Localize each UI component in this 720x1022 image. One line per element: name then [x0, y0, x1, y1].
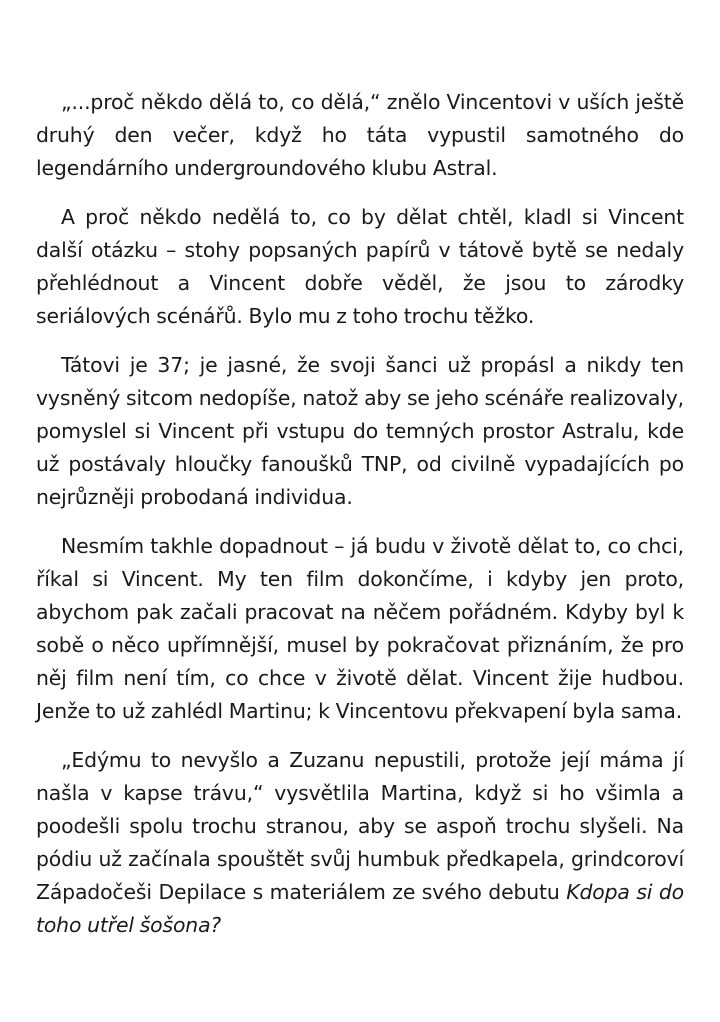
- paragraph-3: Tátovi je 37; je jasné, že svoji šanci už propásl a nikdy ten vysněný sitcom nedopíše, natož aby se jeho scénáře realizovaly, pomyslel si Vincent při vstupu do temných prostor Astralu, kde už postávaly hloučky fanoušků TNP, od civilně vypadajících po nejrůzněji probodaná individua.: [36, 353, 685, 509]
- paragraph-5: [36, 744, 684, 942]
- paragraph-5-text: „Edýmu to nevyšlo a Zuzanu nepustili, protože její máma jí našla v kapse trávu,“ vysvětlila Martina, když si ho všimla a poodešli spolu trochu stranou, aby se aspoň trochu slyšeli. Na pódiu už začínala spouštět svůj humbuk předkapela, grindcoroví Západočeši Depilace s materiálem ze svého debutu: [36, 748, 684, 904]
- document-page: [36, 86, 684, 942]
- paragraph-2: A proč někdo nedělá to, co by dělat chtěl, kladl si Vincent další otázku – stohy popsaných papírů v tátově bytě se nedaly přehlédnout a Vincent dobře věděl, že jsou to zárodky seriálových scénářů. Bylo mu z toho trochu těžko.: [36, 205, 684, 328]
- paragraph-4: Nesmím takhle dopadnout – já budu v životě dělat to, co chci, říkal si Vincent. My ten film dokončíme, i kdyby jen proto, abychom pak začali pracovat na něčem pořádném. Kdyby byl k sobě o něco upřímnější, musel by pokračovat přiznáním, že pro něj film není tím, co chce v životě dělat. Vincent žije hudbou. Jenže to už zahlédl Martinu; k Vincentovu překvapení byla sama.: [36, 534, 684, 723]
- paragraph-1: „...proč někdo dělá to, co dělá,“ znělo Vincentovi v uších ještě druhý den večer, když ho táta vypustil samotného do legendárního undergroundového klubu Astral.: [36, 90, 684, 180]
- album-title: Kdopa si do toho utřel šošona?: [36, 880, 685, 937]
